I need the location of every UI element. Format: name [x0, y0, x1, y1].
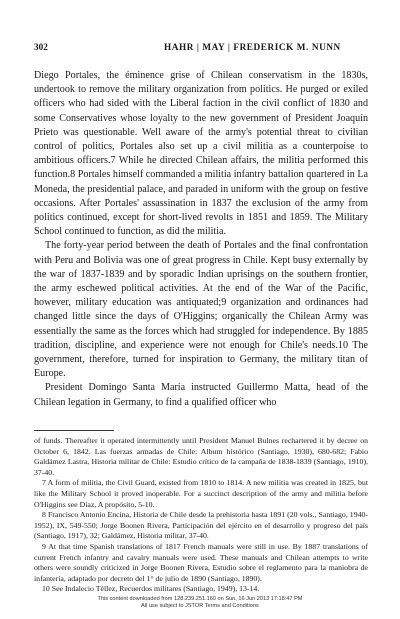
- footnote-divider: [34, 430, 114, 431]
- page-number: 302: [34, 42, 48, 52]
- body-paragraph: President Domingo Santa María instructed Guillermo Matta, head of the Chilean legation in Germany, to find a qualified officer who: [34, 382, 368, 408]
- running-head: [34, 40, 368, 54]
- footnote-continuation: of funds. Thereafter it operated intermittently until President Manuel Bulnes rechartered it by decree on October 6, 1842. Las fuerzas armadas de Chile: Album histórico (Santiago, 1930), 680-682; Fabio Galdámez Lastra, Historia militar de Chile: Estudio crítico de la campaña de 1838-1839 (Santiago, 1910), 37-40.: [34, 436, 368, 477]
- article-body: [34, 69, 368, 410]
- terms-link[interactable]: All use subject to JSTOR Terms and Conditions: [141, 603, 259, 609]
- footnote-7: 7 A form of militia, the Civil Guard, existed from 1810 to 1814. A new militia was created in 1825, but like the Military School it proved inoperable. For a succinct description of the army and militia before O'Higgins see Díaz, A propósito, 5-10.: [34, 478, 368, 509]
- body-paragraph: Diego Portales, the éminence grise of Chilean conservatism in the 1830s, undertook to remove the military organization from politics. He purged or exiled officers who had sided with the Liberal faction in the civil conflict of 1830 and some Conservatives whose loyalty to the new government of President Joaquín Prieto was questionable. Well aware of the army's potential threat to civilian control of politics, Portales also set up a civil militia as a counterpoise to ambitious officers.7 While he directed Chilean affairs, the militia performed this function.8 Portales himself commanded a militia infantry battalion quartered in La Moneda, the presidential palace, and paraded in uniform with the group on festive occasions. After Portales' assassination in 1837 the exclusion of the army from politics continued, except for short-lived revolts in 1851 and 1859. The Military School continued to function, as did the militia.: [34, 70, 368, 238]
- running-head-text: HAHR | MAY | FREDERICK M. NUNN: [164, 42, 341, 52]
- footnotes: [34, 436, 368, 595]
- download-notice: This content downloaded from 128.239.251.160 on Sun, 16 Jun 2013 17:18:47 PM: [97, 596, 303, 602]
- footnote-10: 10 See Indalecio Téllez, Recuerdos militares (Santiago, 1949), 13-14.: [42, 584, 260, 594]
- footnote-8: 8 Francisco Antonio Encina, Historia de Chile desde la prehistoria hasta 1891 (20 vols., Santiago, 1940-1952), IX, 549-550; Jorge Boonen Rivera, Participación del ejército en el desarrollo y progreso del país (Santiago, 1917), 32; Galdámez, Historia militar, 37-40.: [34, 510, 368, 541]
- footnote-9: 9 At that time Spanish translations of 1817 French manuals were still in use. By 1887 translations of current French infantry and cavalry manuals were used. These manuals and Chilean attempts to write others were soundly criticized in Jorge Boonen Rivera, Estudio sobre el reglamento para la maniobra de infantería, adaptado por decreto del 1° de julio de 1890 (Santiago, 1890).: [34, 541, 368, 583]
- body-paragraph: The forty-year period between the death of Portales and the final confrontation with Peru and Bolivia was one of great progress in Chile. Kept busy externally by the war of 1837-1839 and by sporadic Indian uprisings on the southern frontier, the army eschewed political activities. At the end of the War of the Pacific, however, military education was antiquated;9 organization and ordinances had changed little since the days of O'Higgins; organically the Chilean Army was essentially the same as the forces which had struggled for independence. By 1885 tradition, discipline, and experience were not enough for Chile's needs.10 The government, therefore, turned for inspiration to Germany, the military titan of Europe.: [34, 240, 368, 380]
